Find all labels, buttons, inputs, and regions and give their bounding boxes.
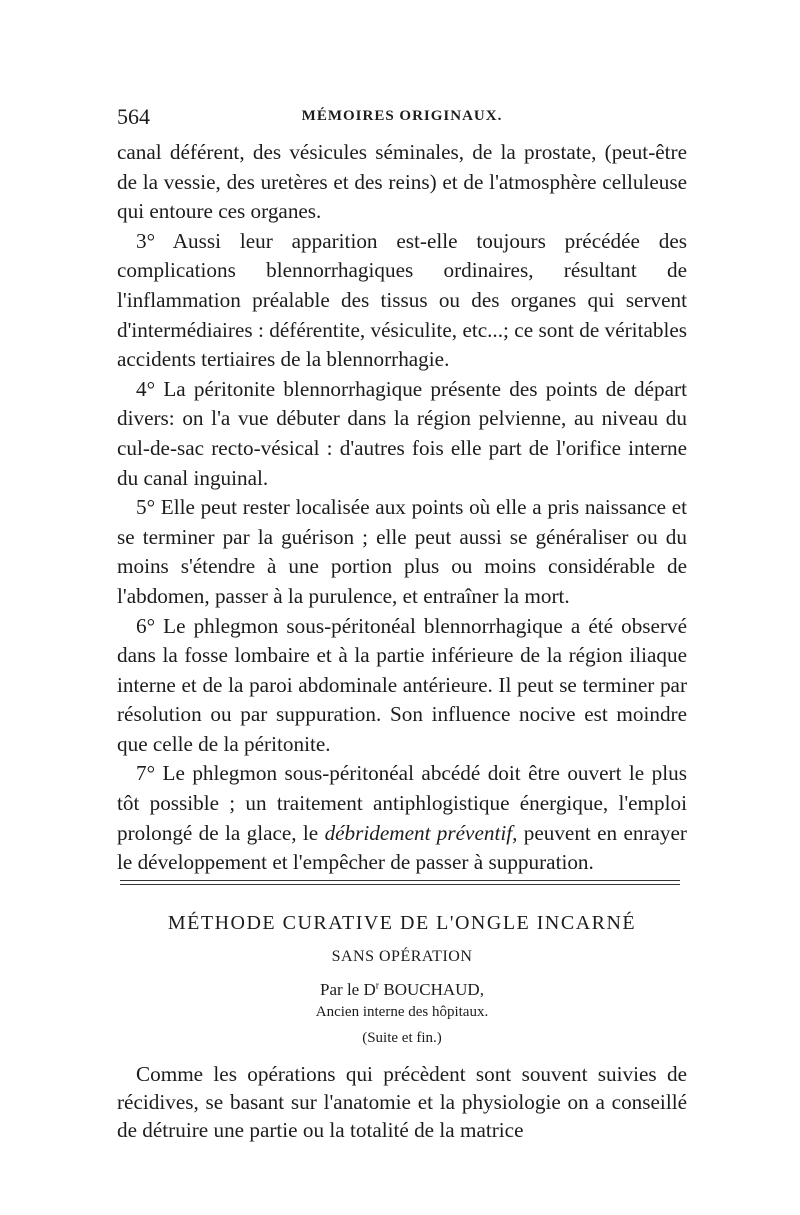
paragraph-point-7-end: peuvent en enrayer le développement et l'empêcher de passer à suppuration.	[117, 820, 687, 875]
article-title: MÉTHODE CURATIVE DE L'ONGLE INCARNÉ	[167, 912, 637, 934]
paragraph-point-6: 6° Le phlegmon sous-péritonéal blennorrhagique a été observé dans la fosse lombaire et à la partie inférieure de la région iliaque interne et de la paroi abdominale antérieure. Il peut se terminer par résolution ou par suppuration. Son influence nocive est moindre que celle de la péritonite.	[117, 613, 687, 756]
author-prefix: Par le D	[320, 980, 376, 999]
article-text	[117, 1060, 687, 1144]
running-header	[117, 104, 687, 132]
author-line	[117, 980, 687, 1000]
divider-line	[120, 880, 680, 881]
divider-line	[120, 884, 680, 885]
paragraph-point-3: 3° Aussi leur apparition est-elle toujours précédée des complications blennorrhagiques ordinaires, résultant de l'inflammation préalable des tissus ou des organes qui servent d'intermédiaires : déférentite, vésiculite, etc...; ce sont de véritables accidents tertiaires de la blennorrhagie.	[117, 228, 687, 372]
continued-note: (Suite et fin.)	[362, 1030, 442, 1046]
author-affiliation: Ancien interne des hôpitaux.	[315, 1004, 489, 1020]
article-paragraph: Comme les opérations qui précèdent sont souvent suivies de récidives, se basant sur l'anatomie et la physiologie on a conseillé de détruire une partie ou la totalité de la matrice	[117, 1062, 687, 1142]
author-name: BOUCHAUD,	[379, 980, 484, 999]
paragraph-point-7	[117, 759, 687, 877]
paragraph-point-5: 5° Elle peut rester localisée aux points où elle a pris naissance et se terminer par la guérison ; elle peut aussi se généraliser ou du moins s'étendre à une portion plus ou moins considérable de l'abdomen, passer à la purulence, et entraîner la mort.	[117, 495, 687, 608]
section-divider	[120, 880, 680, 888]
article-subtitle: SANS OPÉRATION	[331, 948, 473, 965]
paragraph-point-7-start: 7° Le phlegmon sous-péritonéal abcédé doit être ouvert le plus tôt possible ; un traitement antiphlogistique énergique, l'emploi prolongé de la glace, le	[117, 761, 687, 845]
author-title-sup: r	[375, 980, 380, 992]
running-title: MÉMOIRES ORIGINAUX.	[301, 108, 503, 124]
paragraph-point-4: 4° La péritonite blennorrhagique présente des points de départ divers: on l'a vue débuter dans la région pelvienne, au niveau du cul-de-sac recto-vésical : d'autres fois elle part de l'orifice interne du canal inguinal.	[117, 376, 687, 490]
paragraph-continued: canal déférent, des vésicules séminales, de la prostate, (peut-être de la vessie, des uretères et des reins) et de l'atmosphère celluleuse qui entoure ces organes.	[117, 140, 687, 224]
emphasis-debridement: débridement préventif,	[324, 820, 518, 845]
page-number: 564	[117, 104, 150, 129]
main-text	[117, 138, 687, 878]
